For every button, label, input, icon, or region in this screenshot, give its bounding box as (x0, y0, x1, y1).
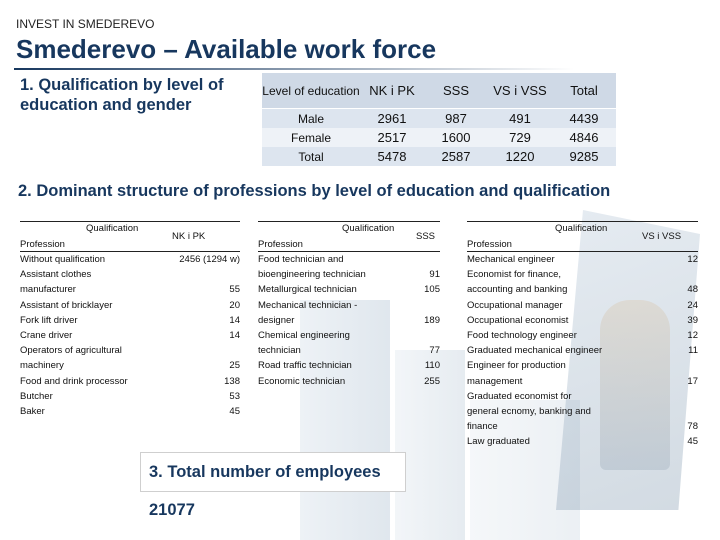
profession-count: 53 (229, 390, 240, 402)
education-gender-table (262, 73, 616, 166)
section1-title: 1. Qualification by level of education and gender (20, 76, 224, 114)
profession-count: 25 (229, 360, 240, 372)
panel-header-line (467, 221, 698, 222)
profession-count: 110 (424, 360, 440, 372)
table-cell: 1600 (424, 128, 488, 147)
profession-count: 138 (224, 375, 240, 387)
profession-name: Assistant clothes (20, 269, 92, 281)
level-label: SSS (416, 231, 436, 242)
level-label: NK i PK (172, 231, 206, 242)
page-title: Smederevo – Available work force (16, 34, 437, 64)
panel-header-line (258, 221, 440, 222)
profession-count: 12 (687, 330, 698, 341)
profession-count: 12 (687, 254, 698, 265)
header-cell: SSS (424, 73, 488, 109)
row-label: Female (262, 128, 360, 147)
list-item (20, 313, 240, 328)
profession-name: designer (258, 314, 295, 326)
profession-name: Law graduated (467, 436, 530, 448)
table-row (262, 128, 616, 147)
profession-count: 45 (687, 436, 698, 448)
table-row (262, 147, 616, 166)
profession-count: 77 (429, 345, 440, 357)
profession-name: Graduated mechanical engineer (467, 345, 603, 357)
qualification-label: Qualification (86, 223, 139, 234)
profession-name: Assistant of bricklayer (20, 299, 113, 311)
profession-label: Profession (20, 239, 65, 250)
list-item (467, 313, 698, 328)
list-item (20, 389, 240, 404)
profession-name: Occupational economist (467, 314, 569, 326)
profession-name: Economist for finance, (467, 269, 561, 281)
qualification-label: Qualification (555, 223, 608, 234)
list-item (467, 389, 698, 404)
list-item (467, 374, 698, 389)
profession-name: Graduated economist for (467, 390, 572, 402)
profession-count: 105 (424, 284, 440, 296)
list-item (20, 298, 240, 313)
list-item (258, 358, 440, 373)
profession-count: 2456 (1294 w) (179, 254, 240, 265)
profession-name: accounting and banking (467, 284, 568, 296)
table-cell: 4439 (552, 109, 616, 128)
qualification-label: Qualification (342, 223, 395, 234)
list-item (467, 328, 698, 343)
profession-panel-vs-vss (467, 221, 698, 451)
list-item (258, 252, 440, 267)
table-cell: 2961 (360, 109, 424, 128)
row-label: Male (262, 109, 360, 128)
list-item (467, 404, 698, 419)
profession-name: Engineer for production (467, 360, 566, 372)
header-cell: NK i PK (360, 73, 424, 109)
list-item (20, 252, 240, 267)
profession-panel-sss (258, 221, 440, 391)
header-cell: VS i VSS (488, 73, 552, 109)
profession-name: Food technician and (258, 254, 344, 265)
list-item (467, 419, 698, 434)
header-cell: Total (552, 73, 616, 109)
list-item (467, 434, 698, 449)
table-cell: 1220 (488, 147, 552, 166)
profession-name: Mechanical technician - (258, 299, 358, 311)
header-cell: Level of education (262, 73, 360, 109)
table-cell: 987 (424, 109, 488, 128)
list-item (258, 343, 440, 358)
profession-count: 189 (424, 314, 440, 326)
list-item (467, 252, 698, 267)
profession-label: Profession (467, 239, 512, 250)
list-item (258, 313, 440, 328)
profession-count: 14 (229, 314, 240, 326)
profession-count: 11 (688, 345, 698, 357)
profession-name: bioengineering technician (258, 269, 366, 281)
list-item (20, 282, 240, 297)
list-item (258, 282, 440, 297)
level-label: VS i VSS (642, 231, 682, 242)
list-item (20, 267, 240, 282)
profession-count: 91 (429, 269, 440, 281)
panel-header-line (20, 221, 240, 222)
table-cell: 5478 (360, 147, 424, 166)
list-item (20, 343, 240, 358)
profession-name: machinery (20, 360, 64, 372)
list-item (467, 358, 698, 373)
row-label: Total (262, 147, 360, 166)
profession-count: 39 (687, 314, 698, 326)
list-item (20, 358, 240, 373)
profession-name: Metallurgical technician (258, 284, 357, 296)
table-cell: 4846 (552, 128, 616, 147)
profession-count: 45 (229, 406, 240, 417)
profession-panel-nk-pk (20, 221, 240, 421)
profession-count: 78 (687, 421, 698, 433)
profession-name: finance (467, 421, 498, 433)
table-header-row (262, 73, 616, 109)
profession-name: Fork lift driver (20, 314, 78, 326)
profession-count: 24 (687, 299, 698, 311)
profession-name: manufacturer (20, 284, 76, 296)
table-cell: 2587 (424, 147, 488, 166)
profession-count: 255 (424, 375, 440, 387)
title-underline (14, 68, 574, 70)
profession-count: 55 (229, 284, 240, 296)
profession-name: management (467, 375, 523, 387)
profession-count: 14 (229, 330, 240, 341)
table-cell: 491 (488, 109, 552, 128)
profession-name: technician (258, 345, 301, 357)
profession-count: 20 (229, 299, 240, 311)
section2-title: 2. Dominant structure of professions by level of education and qualification (18, 182, 611, 200)
profession-name: Mechanical engineer (467, 254, 555, 265)
profession-name: Food and drink processor (20, 375, 128, 387)
list-item (467, 343, 698, 358)
profession-name: Food technology engineer (467, 330, 577, 341)
table-cell: 9285 (552, 147, 616, 166)
list-item (20, 374, 240, 389)
list-item (20, 404, 240, 419)
profession-count: 48 (687, 284, 698, 296)
table-cell: 729 (488, 128, 552, 147)
list-item (20, 328, 240, 343)
profession-name: Without qualification (20, 254, 106, 265)
profession-name: Economic technician (258, 375, 346, 387)
list-item (467, 282, 698, 297)
profession-name: Road traffic technician (258, 360, 352, 372)
list-item (467, 298, 698, 313)
section3-total-employees: 3. Total number of employees 21077 (140, 452, 406, 492)
list-item (258, 328, 440, 343)
list-item (467, 267, 698, 282)
profession-name: Occupational manager (467, 299, 563, 311)
profession-name: general ecnomy, banking and (467, 406, 591, 417)
list-item (258, 298, 440, 313)
profession-name: Baker (20, 406, 45, 417)
profession-name: Crane driver (20, 330, 73, 341)
kicker-text: INVEST IN SMEDEREVO (16, 17, 155, 31)
table-cell: 2517 (360, 128, 424, 147)
profession-name: Chemical engineering (258, 330, 350, 341)
list-item (258, 374, 440, 389)
profession-label: Profession (258, 239, 303, 250)
list-item (258, 267, 440, 282)
profession-count: 17 (687, 375, 698, 387)
table-row (262, 109, 616, 128)
profession-name: Butcher (20, 390, 53, 402)
profession-name: Operators of agricultural (20, 345, 122, 357)
